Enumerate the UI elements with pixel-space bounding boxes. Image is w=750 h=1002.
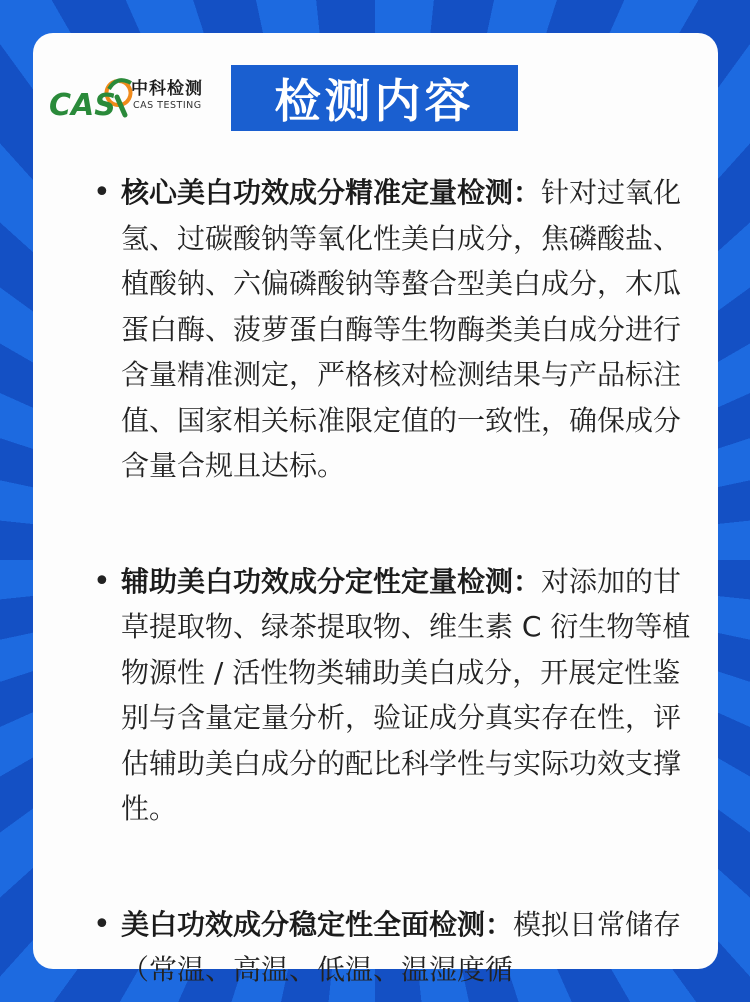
cas-testing-logo [49,71,219,123]
content-card [33,33,718,986]
item-heading: 美白功效成分稳定性全面检测： [121,907,514,941]
cas-logo-mark-icon [49,71,135,123]
logo-chinese-name: 中科检测 [131,79,203,99]
item-heading: 辅助美白功效成分定性定量检测： [121,564,542,598]
list-item [93,170,695,489]
bullet-icon: • [93,175,111,210]
logo-english-name: CAS TESTING [133,100,202,111]
list-item [93,559,695,832]
page-title: 检测内容 [274,74,475,128]
item-body: 针对过氧化氢、过碳酸钠等氧化性美白成分，焦磷酸盐、植酸钠、六偏磷酸钠等螯合型美白成分，木瓜蛋白酶、菠萝蛋白酶等生物酶类美白成分进行含量精准测定，严格核对检测结果与产品标注值、国家相关标准限定值的一致性，确保成分含量合规且达标。 [121,176,682,482]
bullet-icon: • [93,563,111,599]
svg-text:CAS: CAS [49,88,116,123]
content-list [93,170,695,993]
list-item [93,902,695,993]
title-banner [231,65,518,131]
item-body: 对添加的甘草提取物、绿茶提取物、维生素 C 衍生物等植物源性 / 活性物类辅助美白成分，开展定性鉴别与含量定量分析，验证成分真实存在性，评估辅助美白成分的配比科学性与实际功效支撑性。 [121,564,691,825]
item-heading: 核心美白功效成分精准定量检测： [121,176,542,209]
bullet-icon: • [93,906,111,942]
item-body: 模拟日常储存（常温、高温、低温、温湿度循 [121,907,682,986]
